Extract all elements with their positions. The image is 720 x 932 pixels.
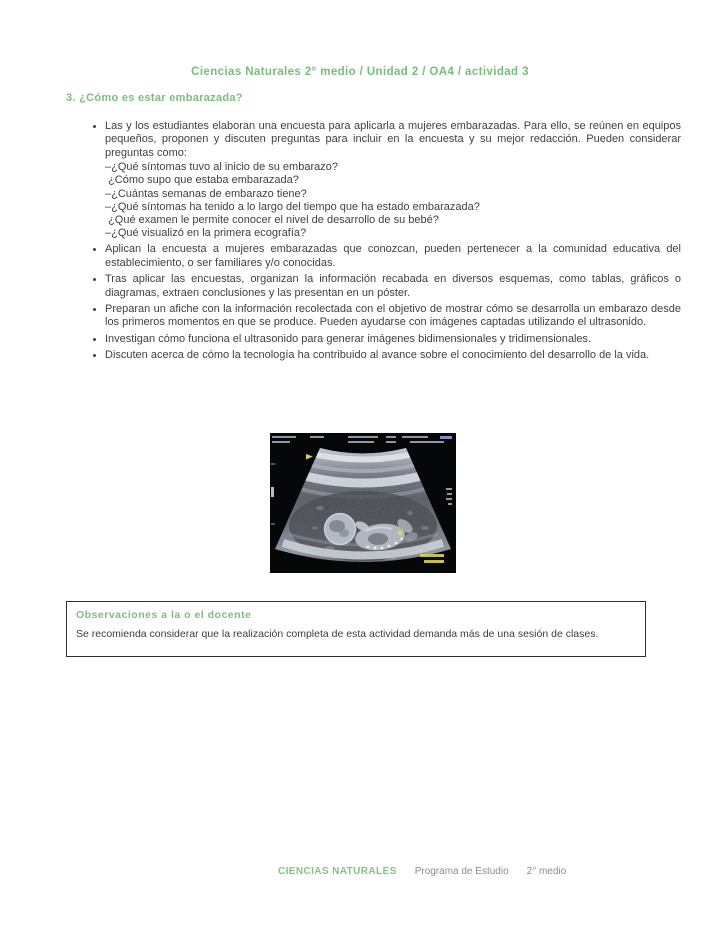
survey-question: ¿Cómo supo que estaba embarazada? [105,174,299,187]
footer-program: Programa de Estudio [414,866,509,877]
page-footer [278,866,566,877]
activity-steps-list [66,120,681,366]
observations-title: Observaciones a la o el docente [76,609,252,621]
bullet-text: Investigan cómo funciona el ultrasonido para generar imágenes bidimensionales y tridimensionales. [105,332,592,345]
bullet-text: Discuten acerca de cómo la tecnología ha contribuido al avance sobre el conocimiento del desarrollo de la vida. [105,349,650,362]
survey-question: –¿Qué visualizó en la primera ecografía? [105,227,307,240]
survey-question: –¿Qué síntomas ha tenido a lo largo del tiempo que ha estado embarazada? [105,200,480,213]
footer-grade: 2° medio [526,866,567,877]
survey-question: ¿Qué examen le permite conocer el nivel de desarrollo de su bebé? [105,214,439,227]
scan-mode-label [440,436,452,439]
ultrasound-image [270,433,456,573]
teacher-observations-box [66,601,646,657]
list-item [105,303,681,330]
list-item [105,349,681,362]
bullet-text: Preparan un afiche con la información recolectada con el objetivo de mostrar cómo se desarrolla un embarazo desde los primeros momentos en que se produce. Pueden ayudarse con imágenes captadas utilizando el ultrasonido. [105,303,681,329]
bullet-text: Aplican la encuesta a mujeres embarazadas que conozcan, pueden pertenecer a la comunidad educativa del establecimiento, o ser familiares y/o conocidas. [105,243,681,269]
probe-orientation-mark [271,487,274,497]
bullet-text: Las y los estudiantes elaboran una encuesta para aplicarla a mujeres embarazadas. Para ello, se reúnen en equipos pequeños, proponen y discuten preguntas para incluir en la encuesta y su mejor redacción. Pueden considerar preguntas como: [105,120,681,159]
survey-question: –¿Cuántas semanas de embarazo tiene? [105,187,307,200]
list-item [105,333,681,346]
ultrasound-scan-graphic [270,433,456,573]
list-item [105,243,681,270]
bullet-text: Tras aplicar las encuestas, organizan la información recabada en diversos esquemas, como tablas, gráficos o diagramas, extraen conclusiones y las presentan en un póster. [105,273,681,299]
edge-mark [271,523,275,525]
survey-question: –¿Qué síntomas tuvo al inicio de su embarazo? [105,161,338,174]
breadcrumb: Ciencias Naturales 2° medio / Unidad 2 / OA4 / actividad 3 [191,66,529,78]
list-item [105,273,681,300]
list-item [105,120,681,240]
survey-questions [105,161,681,240]
edge-mark [271,463,275,465]
page-title: 3. ¿Cómo es estar embarazada? [66,92,243,104]
footer-brand: CIENCIAS NATURALES [278,866,397,877]
observations-body: Se recomienda considerar que la realización completa de esta actividad demanda más de una sesión de clases. [76,628,599,640]
